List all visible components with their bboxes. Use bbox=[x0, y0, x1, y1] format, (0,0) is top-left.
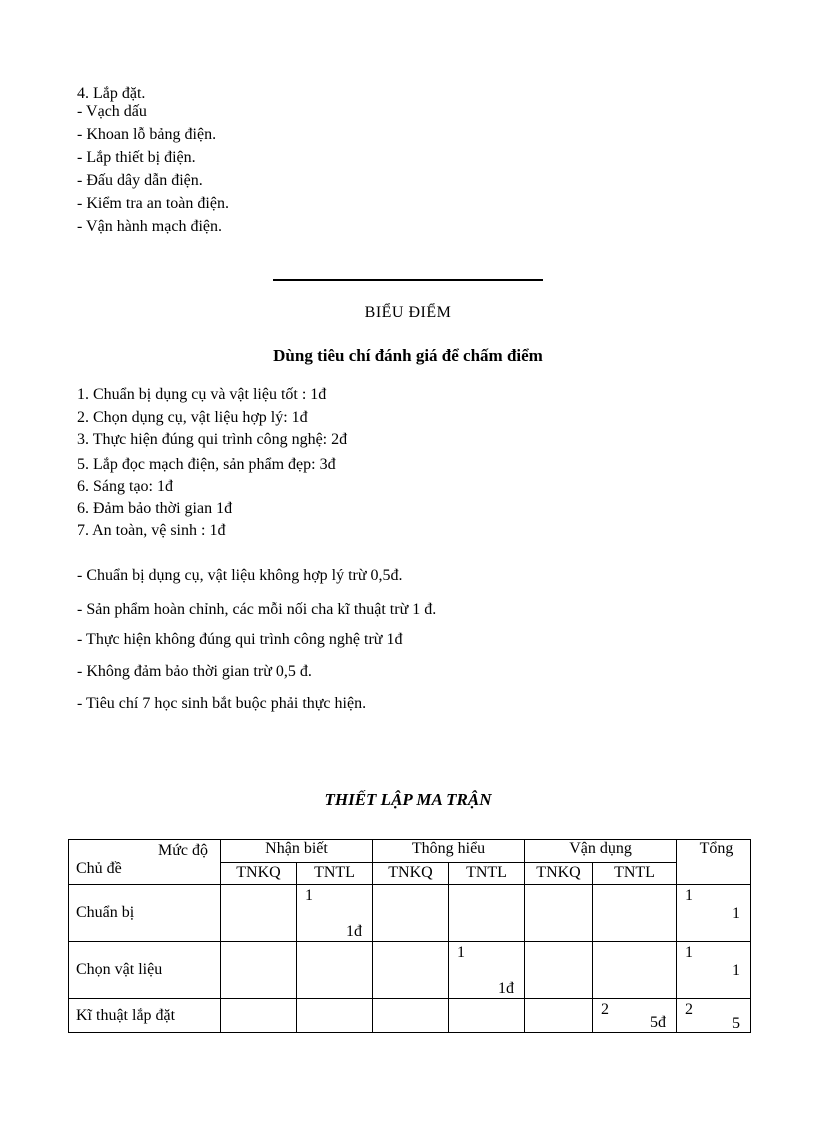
deduction-item: - Không đảm bảo thời gian trừ 0,5 đ. bbox=[77, 663, 312, 680]
question-points: 1đ bbox=[346, 923, 362, 940]
total-cell bbox=[677, 942, 751, 999]
value-cell bbox=[297, 885, 373, 942]
criteria-item: 7. An toàn, vệ sinh : 1đ bbox=[77, 522, 226, 539]
total-header: Tổng bbox=[677, 840, 751, 885]
topic-cell: Kĩ thuật lắp đặt bbox=[69, 999, 221, 1033]
sub-header: TNKQ bbox=[373, 863, 449, 885]
empty-cell bbox=[373, 942, 449, 999]
sub-header: TNTL bbox=[297, 863, 373, 885]
empty-cell bbox=[525, 942, 593, 999]
group-header: Thông hiểu bbox=[373, 840, 525, 863]
matrix-table bbox=[68, 839, 751, 1033]
empty-cell bbox=[373, 885, 449, 942]
corner-cell bbox=[69, 840, 221, 885]
header-row bbox=[69, 840, 751, 863]
criteria-item: 6. Sáng tạo: 1đ bbox=[77, 478, 173, 495]
deduction-item: - Thực hiện không đúng qui trình công nghệ trừ 1đ bbox=[77, 631, 403, 648]
matrix-title: THIẾT LẬP MA TRẬN bbox=[324, 790, 492, 809]
question-points: 5đ bbox=[650, 1014, 667, 1031]
question-count: 1 bbox=[457, 944, 465, 961]
criteria-item: 2. Chọn dụng cụ, vật liệu hợp lý: 1đ bbox=[77, 409, 308, 426]
empty-cell bbox=[221, 885, 297, 942]
question-count: 2 bbox=[601, 1001, 610, 1018]
group-header: Nhận biết bbox=[221, 840, 373, 863]
separator-line bbox=[273, 279, 543, 281]
step-item: - Lắp thiết bị điện. bbox=[77, 149, 196, 166]
question-points: 1đ bbox=[498, 980, 515, 997]
section-title: 4. Lắp đặt. bbox=[77, 85, 146, 102]
group-header: Vận dụng bbox=[525, 840, 677, 863]
sub-header: TNKQ bbox=[525, 863, 593, 885]
total-points: 1 bbox=[732, 962, 741, 979]
topic-cell: Chọn vật liệu bbox=[69, 942, 221, 999]
empty-cell bbox=[449, 999, 525, 1033]
total-count: 2 bbox=[685, 1001, 694, 1018]
topic-cell: Chuẩn bị bbox=[69, 885, 221, 942]
criteria-item: 1. Chuẩn bị dụng cụ và vật liệu tốt : 1đ bbox=[77, 386, 327, 403]
criteria-item: 6. Đảm bảo thời gian 1đ bbox=[77, 500, 233, 517]
sub-header: TNTL bbox=[593, 863, 677, 885]
criteria-item: 5. Lắp đọc mạch điện, sản phẩm đẹp: 3đ bbox=[77, 456, 336, 473]
criteria-item: 3. Thực hiện đúng qui trình công nghệ: 2đ bbox=[77, 431, 348, 448]
grading-title: BIỂU ĐIỂM bbox=[364, 304, 452, 321]
value-cell bbox=[449, 942, 525, 999]
deduction-item: - Sản phẩm hoàn chỉnh, các mỗi nối cha kĩ thuật trừ 1 đ. bbox=[77, 601, 437, 618]
total-cell bbox=[677, 885, 751, 942]
step-item: - Vạch dấu bbox=[77, 103, 147, 120]
table-row bbox=[69, 885, 751, 942]
table-row bbox=[69, 942, 751, 999]
empty-cell bbox=[593, 942, 677, 999]
sub-header: TNKQ bbox=[221, 863, 297, 885]
corner-topic-label: Chủ đề bbox=[76, 860, 122, 877]
step-item: - Đấu dây dẫn điện. bbox=[77, 172, 203, 189]
grading-subtitle: Dùng tiêu chí đánh giá để chấm điểm bbox=[273, 346, 543, 365]
table-row bbox=[69, 999, 751, 1033]
empty-cell bbox=[221, 999, 297, 1033]
empty-cell bbox=[297, 942, 373, 999]
empty-cell bbox=[525, 885, 593, 942]
total-count: 1 bbox=[685, 887, 694, 904]
empty-cell bbox=[221, 942, 297, 999]
empty-cell bbox=[525, 999, 593, 1033]
step-item: - Kiểm tra an toàn điện. bbox=[77, 195, 229, 212]
corner-level-label: Mức độ bbox=[158, 842, 208, 859]
empty-cell bbox=[593, 885, 677, 942]
total-cell bbox=[677, 999, 751, 1033]
empty-cell bbox=[373, 999, 449, 1033]
step-item: - Vận hành mạch điện. bbox=[77, 218, 222, 235]
step-item: - Khoan lỗ bảng điện. bbox=[77, 126, 217, 143]
empty-cell bbox=[297, 999, 373, 1033]
value-cell bbox=[593, 999, 677, 1033]
empty-cell bbox=[449, 885, 525, 942]
question-count: 1 bbox=[305, 887, 313, 904]
total-count: 1 bbox=[685, 944, 694, 961]
deduction-item: - Tiêu chí 7 học sinh bắt buộc phải thực hiện. bbox=[77, 695, 367, 712]
total-points: 1 bbox=[732, 905, 741, 922]
deduction-item: - Chuẩn bị dụng cụ, vật liệu không hợp lý trừ 0,5đ. bbox=[77, 567, 403, 584]
total-points: 5 bbox=[732, 1015, 741, 1032]
sub-header: TNTL bbox=[449, 863, 525, 885]
